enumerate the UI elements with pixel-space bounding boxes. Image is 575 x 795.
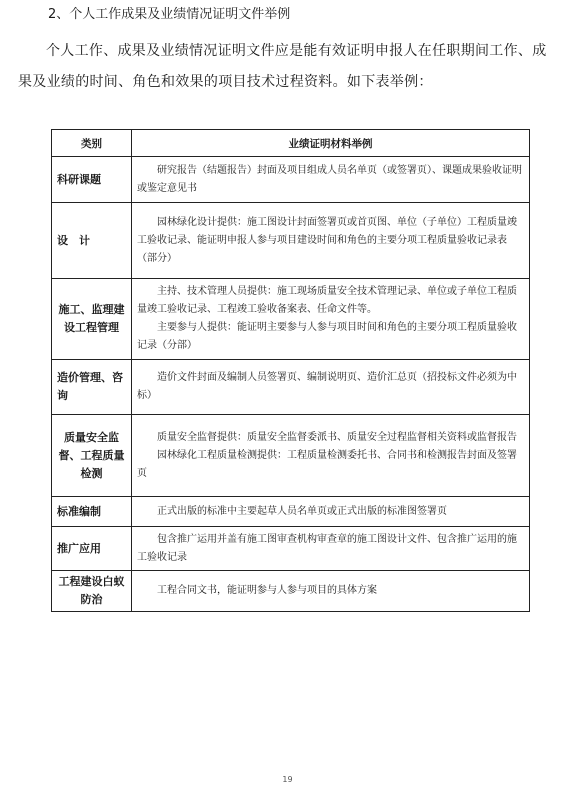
table-row — [52, 360, 530, 415]
row-material: 主持、技术管理人员提供：施工现场质量安全技术管理记录、单位或子单位工程质量竣工验收记录、工程竣工验收备案表、任命文件等。 主要参与人提供：能证明主要参与人参与项目时间和角色的主要分项工程质量验收记录（分部） — [132, 279, 530, 360]
row-category: 设 计 — [52, 203, 132, 279]
row-material: 研究报告（结题报告）封面及项目组成人员名单页（或签署页）、课题成果验收证明或鉴定意见书 — [132, 157, 530, 203]
header-material: 业绩证明材料举例 — [132, 130, 530, 157]
page-number: 19 — [282, 775, 293, 784]
row-material: 工程合同文书，能证明参与人参与项目的具体方案 — [132, 571, 530, 612]
table-row — [52, 571, 530, 612]
row-material: 造价文件封面及编制人员签署页、编制说明页、造价汇总页（招投标文件必须为中标） — [132, 360, 530, 415]
row-category: 造价管理、咨询 — [52, 360, 132, 415]
row-category: 工程建设白蚁防治 — [52, 571, 132, 612]
row-material: 园林绿化设计提供：施工图设计封面签署页或首页图、单位（子单位）工程质量竣工验收记录、能证明申报人参与项目建设时间和角色的主要分项工程质量验收记录表（部分） — [132, 203, 530, 279]
row-category: 科研课题 — [52, 157, 132, 203]
row-category: 推广应用 — [52, 527, 132, 571]
table-row — [52, 279, 530, 360]
intro-paragraph: 个人工作、成果及业绩情况证明文件应是能有效证明申报人在任职期间工作、成果及业绩的时间、角色和效果的项目技术过程资料。如下表举例： — [18, 43, 547, 90]
table-row — [52, 157, 530, 203]
table-row — [52, 415, 530, 497]
table-row — [52, 497, 530, 527]
section-heading: 2、个人工作成果及业绩情况证明文件举例 — [48, 7, 291, 22]
row-category: 施工、监理建设工程管理 — [52, 279, 132, 360]
evidence-table — [51, 129, 530, 612]
table-header-row — [52, 130, 530, 157]
row-material: 包含推广运用并盖有施工图审查机构审查章的施工图设计文件、包含推广运用的施工验收记录 — [132, 527, 530, 571]
header-category: 类别 — [52, 130, 132, 157]
table-row — [52, 203, 530, 279]
row-material: 正式出版的标准中主要起草人员名单页或正式出版的标准图签署页 — [132, 497, 530, 527]
row-category: 标准编制 — [52, 497, 132, 527]
row-material: 质量安全监督提供：质量安全监督委派书、质量安全过程监督相关资料或监督报告 园林绿化工程质量检测提供：工程质量检测委托书、合同书和检测报告封面及签署页 — [132, 415, 530, 497]
table-row — [52, 527, 530, 571]
row-category: 质量安全监督、工程质量检测 — [52, 415, 132, 497]
